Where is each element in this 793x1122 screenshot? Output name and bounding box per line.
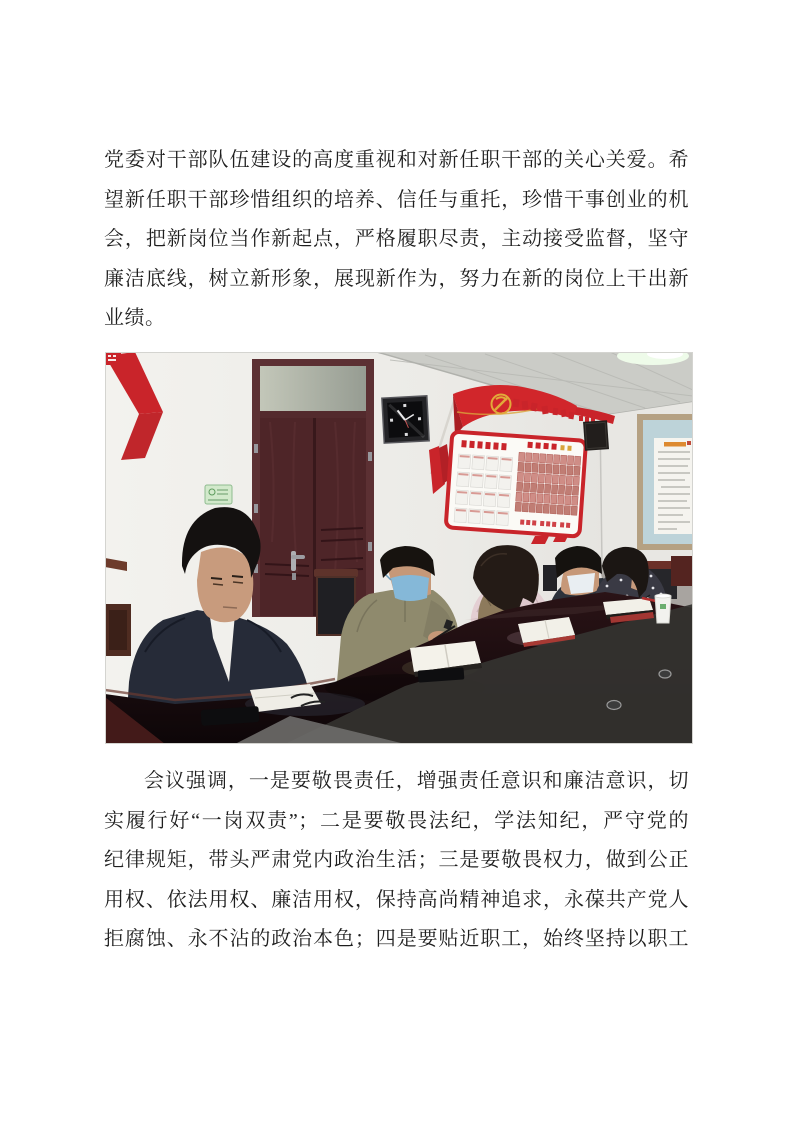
text-line: 党委对干部队伍建设的高度重视和对新任职干部的关心关爱。希: [104, 149, 689, 171]
text-line: 会议强调，一是要敬畏责任，增强责任意识和廉洁意识，切: [144, 770, 689, 792]
wall-speaker: [583, 420, 609, 451]
paragraph-2: [104, 762, 689, 960]
poster-heading: [664, 442, 686, 447]
text-line: 用权、依法用权、廉洁用权，保持高尚精神追求，永葆共产党人: [104, 888, 689, 911]
text-line: 拒腐蚀、永不沾的政治本色；四是要贴近职工，始终坚持以职工: [104, 928, 689, 950]
text-line: 廉洁底线，树立新形象，展现新作为，努力在新的岗位上干出新: [104, 267, 689, 290]
paper-cup: [655, 594, 671, 623]
face-mask: [391, 575, 429, 601]
meeting-room-photo: [105, 352, 693, 744]
wall-poster: [637, 414, 693, 550]
text-line: 业绩。: [104, 307, 166, 329]
paragraph-1: [104, 141, 689, 339]
text-line: 会，把新岗位当作新起点，严格履职尽责，主动接受监督，坚守: [104, 228, 689, 250]
text-line: 实履行好“一岗双责”；二是要敬畏法纪，学法知纪，严守党的: [104, 809, 689, 832]
text-line: 望新任职干部珍惜组织的培养、信任与重托，珍惜干事创业的机: [104, 188, 689, 211]
member-photo-board: [446, 432, 586, 537]
door-transom-glass: [260, 366, 366, 411]
wall-clock: [382, 396, 429, 443]
text-line: 纪律规矩，带头严肃党内政治生活；三是要敬畏权力，做到公正: [104, 849, 689, 871]
